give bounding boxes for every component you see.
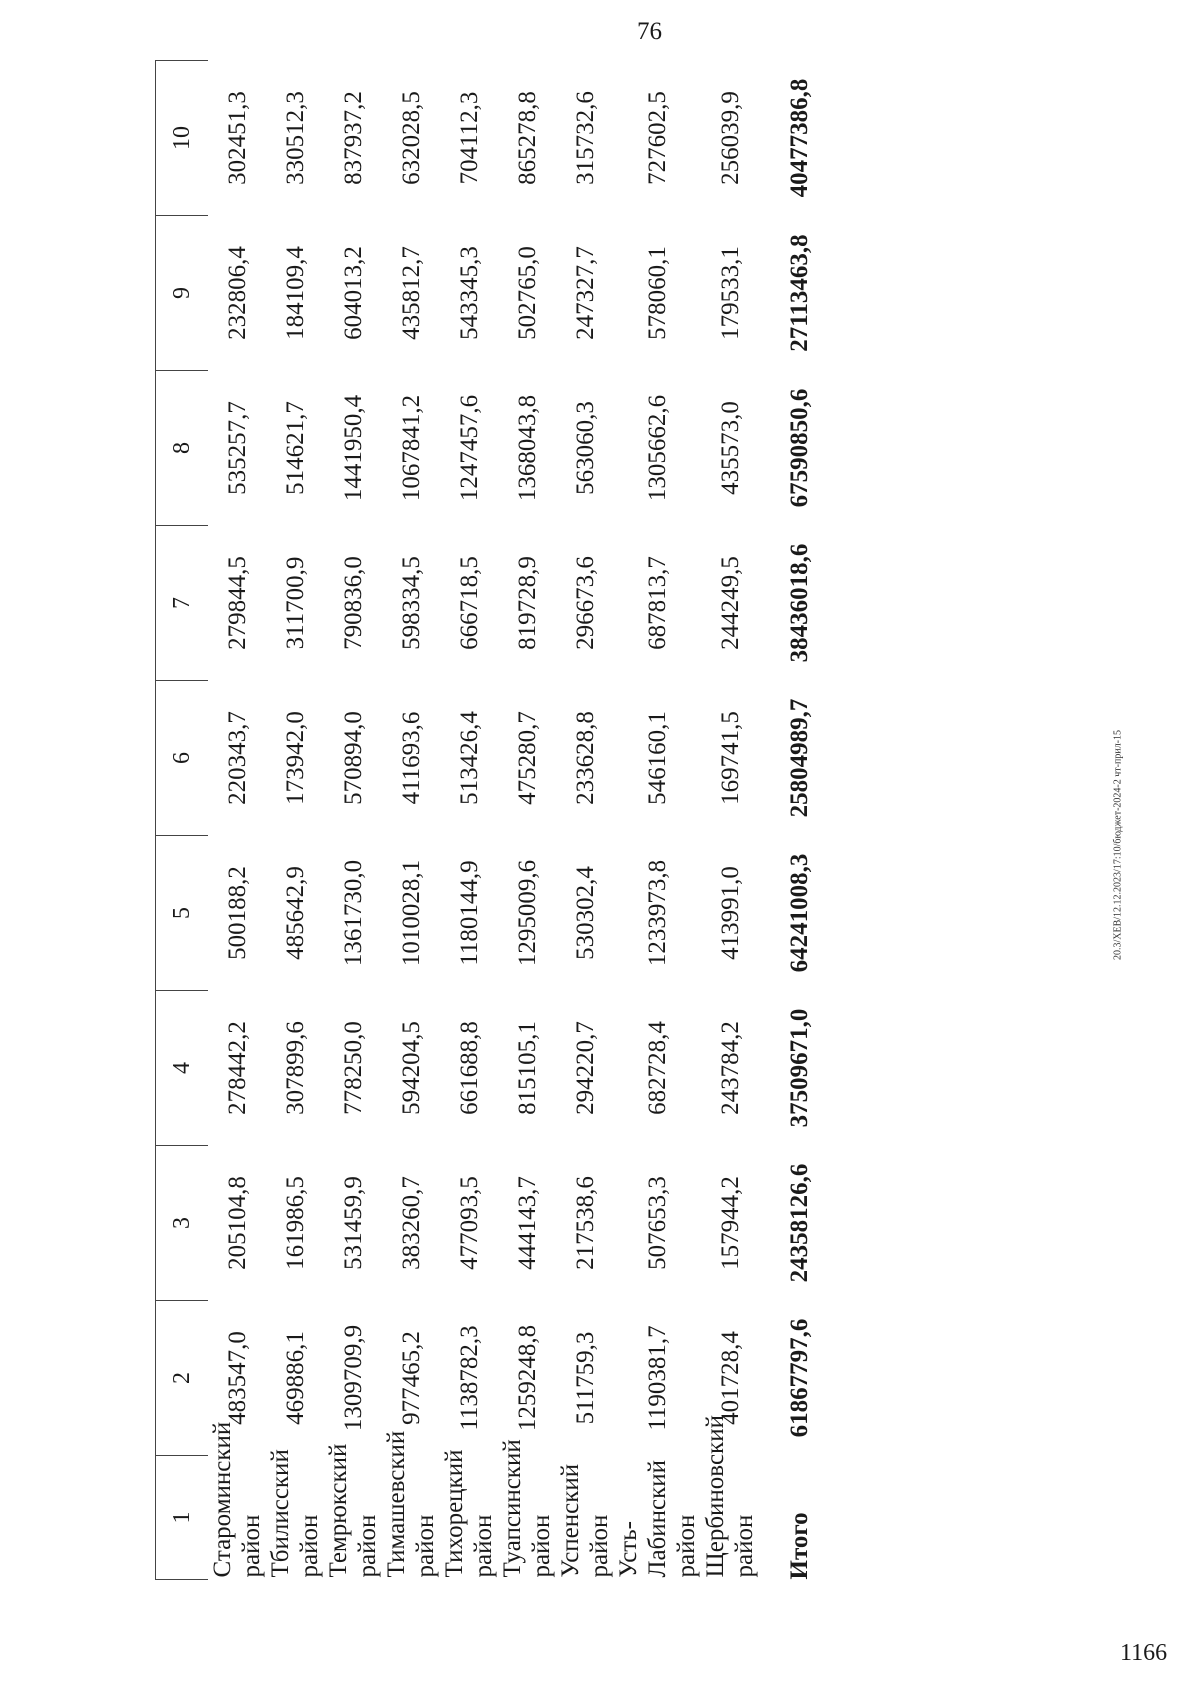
table-cell: 594204,5	[397, 1021, 425, 1115]
table-cell: 535257,7	[223, 401, 251, 495]
table-cell: 469886,1	[281, 1331, 309, 1425]
total-cell: 24358126,6	[785, 1163, 813, 1283]
table-cell: 330512,3	[281, 91, 309, 185]
table-cell: 790836,0	[339, 556, 367, 650]
table-cell: 244249,5	[716, 556, 744, 650]
table-cell: 666718,5	[455, 556, 483, 650]
table-cell: 563060,3	[571, 401, 599, 495]
table-cell: 1233973,8	[644, 859, 671, 967]
table-cell: 296673,6	[571, 556, 599, 650]
table-cell: 315732,6	[571, 91, 599, 185]
table-cell: 687813,7	[644, 556, 671, 650]
table-cell: 704112,3	[455, 91, 483, 185]
total-cell: 67590850,6	[785, 388, 813, 508]
table-cell: 485642,9	[281, 866, 309, 960]
table-row	[324, 61, 382, 1580]
table-cell: 1259248,8	[513, 1324, 541, 1432]
table-cell: 632028,5	[397, 91, 425, 185]
table-cell: 278442,2	[223, 1021, 251, 1115]
total-cell: 25804989,7	[785, 698, 813, 818]
district-name: Темрюкский район	[325, 1443, 381, 1578]
district-name: Успенский район	[557, 1463, 613, 1578]
page-number-top: 76	[637, 18, 662, 45]
table-cell: 256039,9	[716, 91, 744, 185]
table-cell: 778250,0	[339, 1021, 367, 1115]
table-cell: 444143,7	[513, 1176, 541, 1270]
table-cell: 1309709,9	[339, 1324, 367, 1432]
table-row	[701, 61, 759, 1580]
table-cell: 543345,3	[455, 246, 483, 340]
table-row	[208, 61, 266, 1580]
table-cell: 247327,7	[571, 246, 599, 340]
table-cell: 682728,4	[644, 1021, 671, 1115]
table-cell: 483547,0	[223, 1331, 251, 1425]
table-cell: 475280,7	[513, 711, 541, 805]
column-header: 6	[156, 681, 209, 836]
table-cell: 233628,8	[571, 711, 599, 805]
table-row	[266, 61, 324, 1580]
column-header: 8	[156, 371, 209, 526]
table-cell: 837937,2	[339, 91, 367, 185]
table-row	[556, 61, 614, 1580]
table-cell: 184109,4	[281, 246, 309, 340]
budget-table	[155, 60, 839, 1580]
district-name: Туапсинский район	[499, 1439, 555, 1578]
table-cell: 217538,6	[571, 1176, 599, 1270]
column-header: 5	[156, 836, 209, 991]
table-cell: 205104,8	[223, 1176, 251, 1270]
table-cell: 401728,4	[716, 1331, 744, 1425]
table-cell: 383260,7	[397, 1176, 425, 1270]
table-cell: 477093,5	[455, 1176, 483, 1270]
table-row	[614, 61, 701, 1580]
table-cell: 727602,5	[644, 91, 671, 185]
table-cell: 1067841,2	[397, 394, 425, 502]
table-cell: 507653,3	[644, 1176, 671, 1270]
table-cell: 1190381,7	[644, 1325, 671, 1431]
table-cell: 598334,5	[397, 556, 425, 650]
table-cell: 169741,5	[716, 711, 744, 805]
total-cell: 38436018,6	[785, 543, 813, 663]
table-cell: 1247457,6	[455, 394, 483, 502]
table-cell: 161986,5	[281, 1176, 309, 1270]
table-cell: 500188,2	[223, 866, 251, 960]
table-cell: 1180144,9	[455, 860, 483, 966]
table-cell: 307899,6	[281, 1021, 309, 1115]
table-cell: 604013,2	[339, 246, 367, 340]
column-header: 3	[156, 1146, 209, 1301]
table-cell: 157944,2	[716, 1176, 744, 1270]
column-header: 10	[156, 61, 209, 216]
district-name: Староминский район	[209, 1421, 265, 1578]
column-header: 7	[156, 526, 209, 681]
district-name: Усть-Лабинский район	[615, 1459, 700, 1578]
table-cell: 1441950,4	[339, 394, 367, 502]
column-header: 9	[156, 216, 209, 371]
table-cell: 977465,2	[397, 1331, 425, 1425]
table-cell: 173942,0	[281, 711, 309, 805]
total-cell: 37509671,0	[785, 1008, 813, 1128]
table-cell: 578060,1	[644, 246, 671, 340]
table-cell: 1295009,6	[513, 859, 541, 967]
table-cell: 661688,8	[455, 1021, 483, 1115]
table-cell: 1305662,6	[644, 394, 671, 502]
table-cell: 865278,8	[513, 91, 541, 185]
table-cell: 232806,4	[223, 246, 251, 340]
total-cell: 64241008,3	[785, 853, 813, 973]
table-cell: 531459,9	[339, 1176, 367, 1270]
table-cell: 279844,5	[223, 556, 251, 650]
page-number-bottom: 1166	[1120, 1640, 1168, 1666]
table-cell: 1010028,1	[397, 859, 425, 967]
table-cell: 302451,3	[223, 91, 251, 185]
district-name: Тихорецкий район	[441, 1449, 497, 1578]
budget-table-container	[155, 60, 953, 1580]
table-cell: 294220,7	[571, 1021, 599, 1115]
table-cell: 413991,0	[716, 866, 744, 960]
column-header: 4	[156, 991, 209, 1146]
document-footer-code: 20.3/ХЕВ/12.12.2023/17:10/бюджет-2024-2 чт-прил-15	[1112, 729, 1124, 961]
column-header: 2	[156, 1301, 209, 1456]
total-cell: 27113463,8	[785, 234, 813, 352]
district-name: Тимашевский район	[383, 1430, 439, 1578]
table-cell: 1368043,8	[513, 394, 541, 502]
table-cell: 435812,7	[397, 246, 425, 340]
district-name: Тбилисский район	[267, 1449, 323, 1578]
table-cell: 411693,6	[397, 711, 425, 805]
table-row	[382, 61, 440, 1580]
table-cell: 511759,3	[571, 1331, 599, 1425]
table-cell: 1361730,0	[339, 859, 367, 967]
table-cell: 530302,4	[571, 866, 599, 960]
table-cell: 220343,7	[223, 711, 251, 805]
table-cell: 1138782,3	[455, 1325, 483, 1431]
table-cell: 546160,1	[644, 711, 671, 805]
district-name: Щербиновский район	[702, 1415, 758, 1578]
table-total-row	[759, 61, 839, 1580]
table-cell: 243784,2	[716, 1021, 744, 1115]
table-cell: 570894,0	[339, 711, 367, 805]
table-cell: 311700,9	[281, 556, 309, 650]
table-row	[440, 61, 498, 1580]
table-cell: 502765,0	[513, 246, 541, 340]
table-cell: 815105,1	[513, 1021, 541, 1115]
table-cell: 435573,0	[716, 401, 744, 495]
table-cell: 819728,9	[513, 556, 541, 650]
total-label: Итого	[785, 1512, 813, 1580]
table-cell: 514621,7	[281, 401, 309, 495]
total-cell: 40477386,8	[785, 78, 813, 198]
table-cell: 513426,4	[455, 711, 483, 805]
column-header: 1	[156, 1456, 209, 1580]
table-cell: 179533,1	[716, 246, 744, 340]
table-row	[498, 61, 556, 1580]
table-header-row	[156, 61, 209, 1580]
total-cell: 61867797,6	[785, 1318, 813, 1438]
